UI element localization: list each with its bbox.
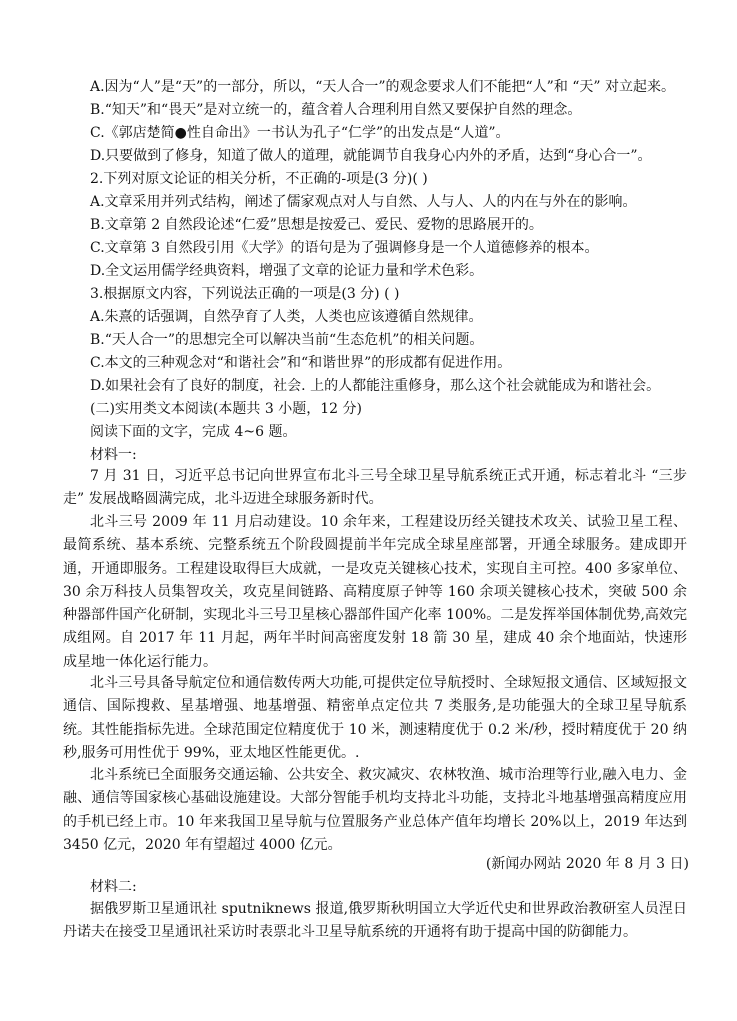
material1-paragraph-1: 7 月 31 日，习近平总书记向世界宣布北斗三号全球卫星导航系统正式开通，标志着北斗 “三步走” 发展战略圆满完成，北斗迈进全球服务新时代。	[63, 468, 687, 508]
material1-paragraph-4: 北斗系统已全面服务交通运输、公共安全、救灾减灾、农林牧渔、城市治理等行业,融入电力、金融、通信等国家核心基础设施建设。大部分智能手机均支持北斗功能，支持北斗地基增强高精度应用的手机已经上市。10 年来我国卫星导航与位置服务产业总体产值年均增长 20%以上，2019 年达到 3450 亿元，2020 年有望超过 4000 亿元。	[63, 767, 687, 853]
q2-option-b: B.文章第 2 自然段论述“仁爱”思想是按爱己、爱民、爱物的思路展开的。	[90, 217, 543, 233]
q3-stem: 3.根据原文内容，下列说法正确的一项是(3 分) ( )	[90, 286, 400, 302]
q1-option-d: D.只要做到了修身，知道了做人的道理，就能调节自我身心内外的矛盾，达到“身心合一”。	[90, 148, 652, 164]
section-instruction: 阅读下面的文字，完成 4~6 题。	[90, 424, 297, 440]
q3-option-d: D.如果社会有了良好的制度，社会. 上的人都能注重修身，那么这个社会就能成为和谐社会。	[90, 378, 661, 394]
material2-paragraph: 据俄罗斯卫星通讯社 sputniknews 报道,俄罗斯秋明国立大学近代史和世界政治教研室人员涅日丹诺夫在接受卫星通讯社采访时表票北斗卫星导航系统的开通将有助于提高中国的防御能力。	[63, 901, 687, 941]
material1-paragraph-3: 北斗三号具备导航定位和通信数传两大功能,可提供定位导航授时、全球短报文通信、区域短报文通信、国际搜救、星基增强、地基增强、精密单点定位共 7 类服务,是功能强大的全球卫星导航系统。其性能指标先进。全球范围定位精度优于 10 米，测速精度优于 0.2 米/秒，授时精度优于 20 纳秒,服务可用性优于 99%，亚太地区性能更优。.	[63, 675, 687, 761]
q2-stem: 2.下列对原文论证的相关分析，不正确的-项是(3 分)( )	[90, 171, 428, 187]
material1-source: (新闻办网站 2020 年 8 月 3 日)	[485, 856, 689, 872]
q1-option-c: C.《郭店楚简●性自命出》一书认为孔子“仁学”的出发点是“人道”。	[90, 125, 510, 141]
q2-option-c: C.文章第 3 自然段引用《大学》的语句是为了强调修身是一个人道德修养的根本。	[90, 240, 599, 256]
q3-option-b: B.“天人合一”的思想完全可以解决当前“生态危机”的相关问题。	[90, 332, 484, 348]
q2-option-a: A.文章采用并列式结构，阐述了儒家观点对人与自然、人与人、人的内在与外在的影响。	[90, 194, 637, 210]
material1-paragraph-2: 北斗三号 2009 年 11 月启动建设。10 余年来，工程建设历经关键技术攻关、试验卫星工程、最简系统、基本系统、完整系统五个阶段圆提前半年完成全球星座部署，开通全球服务。建成即开通，开通即服务。工程建设取得巨大成就，一是攻克关键核心技术，实现自主可控。400 多家单位、30 余万科技人员集智攻关，攻克星间链路、高精度原子钟等 160 余项关键核心技术，突破 500 余种器部件国产化研制，实现北斗三号卫星核心器部件国产化率 100%。二是发挥举国体制优势,高效完成组网。自 2017 年 11 月起，两年半时间高密度发射 18 箭 30 星，建成 40 余个地面站，快速形成星地一体化运行能力。	[63, 514, 687, 670]
section-heading: (二)实用类文本阅读(本题共 3 小题，12 分)	[90, 401, 362, 417]
q3-option-a: A.朱熹的话强调，自然孕育了人类，人类也应该遵循自然规律。	[90, 309, 483, 325]
material1-label: 材料一:	[90, 447, 137, 463]
material2-label: 材料二:	[90, 879, 137, 895]
q1-option-a: A.因为“人”是“天”的一部分，所以，“天人合一”的观念要求人们不能把“人”和 “天” 对立起来。	[90, 79, 676, 95]
q3-option-c: C.本文的三种观念对“和谐社会”和“和谐世界”的形成都有促进作用。	[90, 355, 512, 371]
q2-option-d: D.全文运用儒学经典资料，增强了文章的论证力量和学术色彩。	[90, 263, 484, 279]
q1-option-b: B.“知天”和“畏天”是对立统一的，蕴含着人合理利用自然又要保护自然的理念。	[90, 102, 582, 118]
